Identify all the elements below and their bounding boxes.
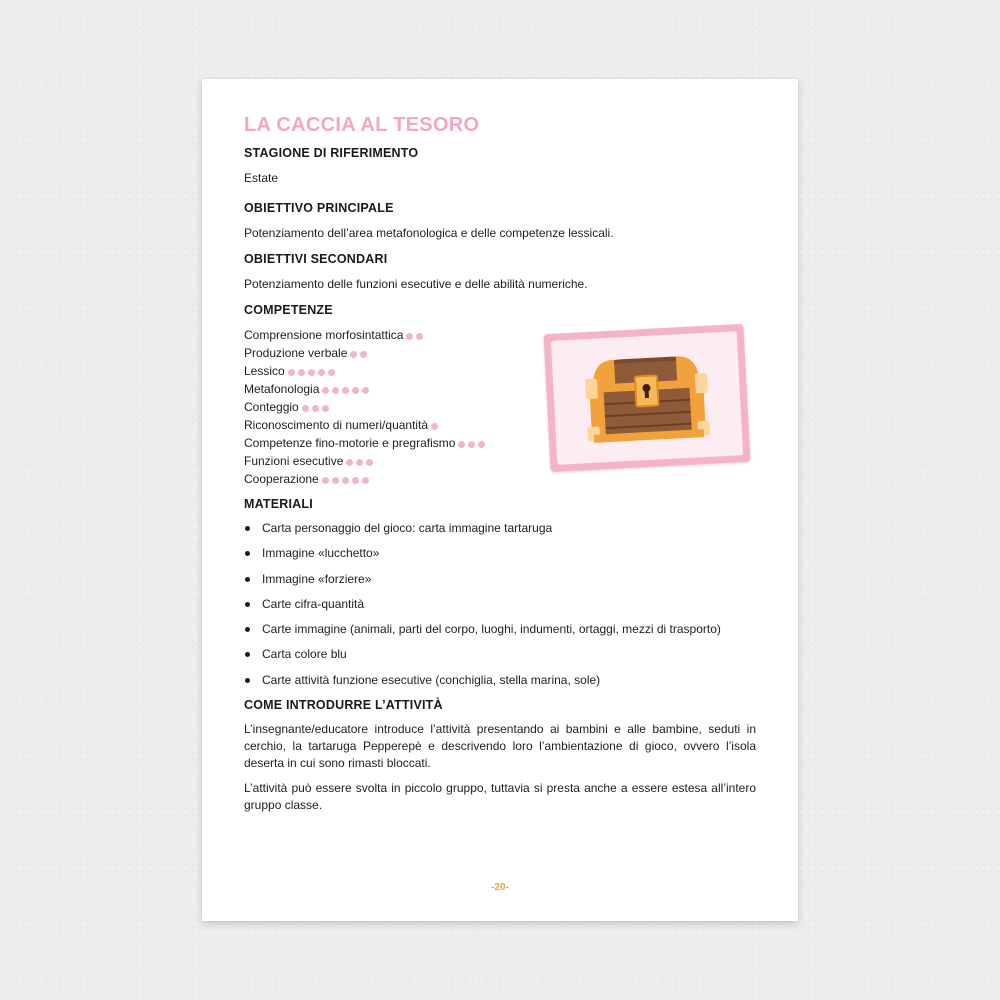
competence-item	[244, 470, 756, 488]
competence-label: Conteggio	[244, 400, 299, 414]
material-label: Immagine «forziere»	[262, 571, 372, 586]
competence-level-dots	[322, 471, 372, 489]
level-dot	[458, 441, 465, 448]
level-dot	[468, 441, 475, 448]
bullet-icon	[245, 652, 250, 657]
competence-label: Metafonologia	[244, 382, 320, 396]
bullet-icon	[245, 678, 250, 683]
competence-label: Comprensione morfosintattica	[244, 328, 404, 342]
competence-label: Lessico	[244, 364, 285, 378]
level-dot	[288, 369, 295, 376]
materials-heading: MATERIALI	[244, 497, 313, 511]
level-dot	[322, 477, 329, 484]
material-item	[244, 596, 756, 621]
level-dot	[346, 459, 353, 466]
material-label: Carta colore blu	[262, 647, 347, 662]
competence-level-dots	[431, 417, 441, 435]
material-label: Carte immagine (animali, parti del corpo, luoghi, indumenti, ortaggi, mezzi di trasporto)	[262, 622, 721, 637]
main-objective-heading: OBIETTIVO PRINCIPALE	[244, 201, 394, 215]
secondary-objectives-heading: OBIETTIVI SECONDARI	[244, 252, 388, 266]
level-dot	[298, 369, 305, 376]
secondary-objectives-text: Potenziamento delle funzioni esecutive e delle abilità numeriche.	[244, 277, 588, 291]
page-number: -20-	[491, 882, 509, 893]
material-item	[244, 545, 756, 570]
introduction-paragraph: L’attività può essere svolta in piccolo gruppo, tuttavia si presta anche a essere estesa all’intero gruppo classe.	[244, 781, 756, 813]
competence-level-dots	[406, 327, 426, 345]
competence-level-dots	[458, 435, 488, 453]
material-label: Carte attività funzione esecutive (conchiglia, stella marina, sole)	[262, 672, 601, 687]
material-item	[244, 571, 756, 596]
level-dot	[328, 369, 335, 376]
level-dot	[350, 351, 357, 358]
level-dot	[322, 405, 329, 412]
level-dot	[352, 477, 359, 484]
competence-label: Funzioni esecutive	[244, 454, 344, 468]
level-dot	[356, 459, 363, 466]
material-label: Immagine «lucchetto»	[262, 546, 380, 561]
main-objective-text: Potenziamento dell’area metafonologica e delle competenze lessicali.	[244, 226, 614, 240]
bullet-icon	[245, 551, 250, 556]
competence-level-dots	[288, 363, 338, 381]
competence-label: Riconoscimento di numeri/quantità	[244, 418, 429, 432]
level-dot	[478, 441, 485, 448]
material-label: Carte cifra-quantità	[262, 596, 365, 611]
bullet-icon	[245, 602, 250, 607]
competence-level-dots	[346, 453, 376, 471]
treasure-chest-icon	[551, 331, 743, 465]
material-item	[244, 672, 756, 697]
level-dot	[366, 459, 373, 466]
competence-level-dots	[322, 381, 372, 399]
competence-label: Competenze fino-motorie e pregrafismo	[244, 436, 456, 450]
bullet-icon	[245, 526, 250, 531]
level-dot	[318, 369, 325, 376]
material-item	[244, 646, 756, 671]
season-heading: STAGIONE DI RIFERIMENTO	[244, 146, 419, 160]
competence-level-dots	[302, 399, 332, 417]
level-dot	[302, 405, 309, 412]
level-dot	[362, 477, 369, 484]
season-text: Estate	[244, 171, 279, 185]
level-dot	[332, 477, 339, 484]
card-inner	[551, 331, 743, 465]
material-item	[244, 621, 756, 646]
introduction-heading: COME INTRODURRE L’ATTIVITÀ	[244, 698, 443, 713]
materials-list	[244, 520, 756, 697]
level-dot	[406, 333, 413, 340]
introduction-paragraph: L’insegnante/educatore introduce l’attività presentando ai bambini e alle bambine, seduti in cerchio, la tartaruga Pepperepè e descrivendo loro l’ambientazione di gioco, ovvero l’isola deserta in cui sono rimasti bloccati.	[244, 722, 756, 771]
treasure-chest-card	[544, 324, 751, 472]
level-dot	[332, 387, 339, 394]
level-dot	[352, 387, 359, 394]
bullet-icon	[245, 627, 250, 632]
level-dot	[431, 423, 438, 430]
material-label: Carta personaggio del gioco: carta immagine tartaruga	[262, 521, 553, 535]
level-dot	[360, 351, 367, 358]
competence-label: Cooperazione	[244, 472, 319, 486]
level-dot	[312, 405, 319, 412]
material-item	[244, 520, 756, 545]
bullet-icon	[245, 577, 250, 582]
level-dot	[308, 369, 315, 376]
level-dot	[416, 333, 423, 340]
level-dot	[362, 387, 369, 394]
level-dot	[322, 387, 329, 394]
document-page	[202, 79, 798, 921]
competence-label: Produzione verbale	[244, 346, 348, 360]
page-title: LA CACCIA AL TESORO	[244, 114, 480, 136]
level-dot	[342, 387, 349, 394]
competence-level-dots	[350, 345, 370, 363]
level-dot	[342, 477, 349, 484]
competences-heading: COMPETENZE	[244, 303, 333, 317]
